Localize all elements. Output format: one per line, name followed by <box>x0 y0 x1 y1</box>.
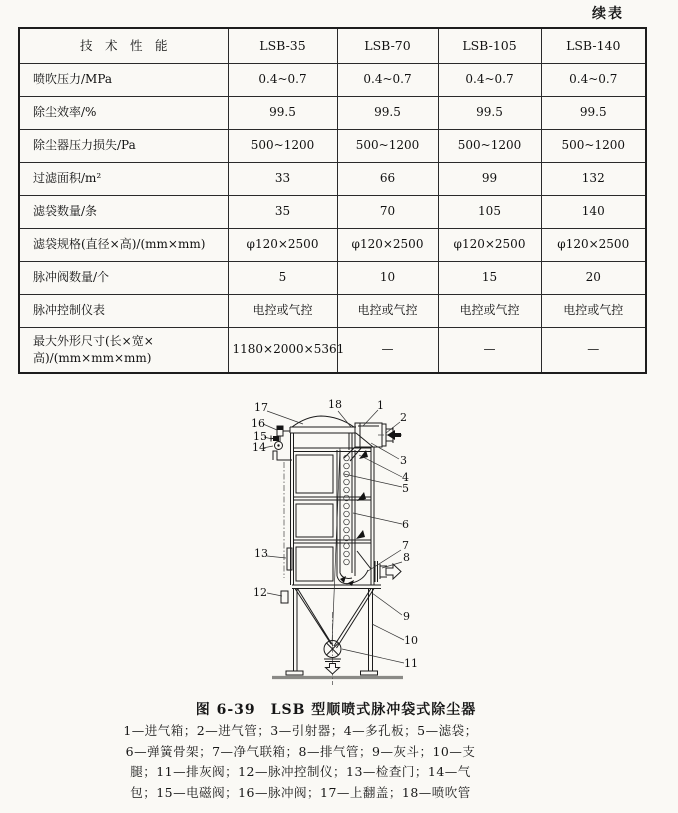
inlet-air-arrow-icon <box>387 430 401 440</box>
spec-label: 滤袋规格(直径×高)/(mm×mm) <box>19 229 228 262</box>
spec-label: 滤袋数量/条 <box>19 196 228 229</box>
access-door <box>287 548 292 570</box>
callout-9: 9 <box>403 610 410 623</box>
discharge-valve <box>324 612 341 685</box>
callout-7: 7 <box>402 539 409 552</box>
spec-value: 99.5 <box>541 97 646 130</box>
spec-value: φ120×2500 <box>541 229 646 262</box>
spec-value: φ120×2500 <box>337 229 438 262</box>
spec-value: 电控或气控 <box>228 295 337 328</box>
spec-value: 132 <box>541 163 646 196</box>
spec-value: 99.5 <box>337 97 438 130</box>
spec-value: 电控或气控 <box>438 295 541 328</box>
spec-value: 99.5 <box>228 97 337 130</box>
callout-3: 3 <box>400 454 407 467</box>
spec-label: 过滤面积/m² <box>19 163 228 196</box>
spec-value: 0.4~0.7 <box>541 64 646 97</box>
callout-6: 6 <box>402 518 409 531</box>
spec-value: 35 <box>228 196 337 229</box>
table-header-row <box>19 28 646 64</box>
spec-table <box>18 27 647 374</box>
filter-bag-column <box>337 450 371 586</box>
spec-label: 最大外形尺寸(长×宽×高)/(mm×mm×mm) <box>19 328 228 374</box>
spec-value: 0.4~0.7 <box>438 64 541 97</box>
pulse-controller-box <box>281 591 288 603</box>
spec-value: 电控或气控 <box>337 295 438 328</box>
spec-value: 5 <box>228 262 337 295</box>
table-row <box>19 196 646 229</box>
spec-value: φ120×2500 <box>438 229 541 262</box>
spec-value: 0.4~0.7 <box>228 64 337 97</box>
table-row <box>19 64 646 97</box>
dust-collector-diagram <box>240 380 460 692</box>
spec-value: — <box>337 328 438 374</box>
header-model-lsb35: LSB-35 <box>228 28 337 64</box>
callout-11: 11 <box>404 657 418 670</box>
caption-line: 1—进气箱；2—进气管；3—引射器；4—多孔板；5—滤袋； <box>123 723 478 738</box>
callout-8: 8 <box>403 551 410 564</box>
spec-label: 脉冲控制仪表 <box>19 295 228 328</box>
continued-table-label: 续表 <box>592 6 624 22</box>
spec-value: 15 <box>438 262 541 295</box>
caption-line: 6—弹簧骨架；7—净气联箱；8—排气管；9—灰斗；10—支 <box>125 743 476 759</box>
spec-value: 10 <box>337 262 438 295</box>
callout-4: 4 <box>402 471 409 484</box>
callout-10: 10 <box>404 634 418 647</box>
table-row <box>19 262 646 295</box>
figure-caption <box>88 721 513 803</box>
spec-value: 99 <box>438 163 541 196</box>
callout-13: 13 <box>254 547 268 560</box>
callout-1: 1 <box>377 399 384 412</box>
callout-17: 17 <box>254 401 268 414</box>
callout-18: 18 <box>328 398 342 411</box>
caption-line: 包；15—电磁阀；16—脉冲阀；17—上翻盖；18—喷吹管 <box>130 784 471 800</box>
spec-value: 500~1200 <box>228 130 337 163</box>
spec-value: 140 <box>541 196 646 229</box>
spec-value: 105 <box>438 196 541 229</box>
spec-value: — <box>438 328 541 374</box>
spec-value: 70 <box>337 196 438 229</box>
header-model-lsb105: LSB-105 <box>438 28 541 64</box>
table-row <box>19 130 646 163</box>
pulse-valve-assembly <box>270 426 292 578</box>
spec-value: — <box>541 328 646 374</box>
callout-15: 15 <box>253 430 267 443</box>
header-tech-performance: 技 术 性 能 <box>19 28 228 64</box>
support-legs <box>272 589 403 678</box>
spec-value: 电控或气控 <box>541 295 646 328</box>
caption-line: 腿；11—排灰阀；12—脉冲控制仪；13—检查门；14—气 <box>130 764 471 779</box>
table-row <box>19 229 646 262</box>
inlet-box <box>355 423 402 447</box>
table-row <box>19 328 646 374</box>
spec-value: 99.5 <box>438 97 541 130</box>
table-row <box>19 163 646 196</box>
spec-value: 20 <box>541 262 646 295</box>
spec-table-body <box>19 64 646 374</box>
table-row <box>19 97 646 130</box>
spec-value: 500~1200 <box>541 130 646 163</box>
spec-label: 喷吹压力/MPa <box>19 64 228 97</box>
spec-value: φ120×2500 <box>228 229 337 262</box>
spec-value: 500~1200 <box>438 130 541 163</box>
spec-value: 0.4~0.7 <box>337 64 438 97</box>
callout-5: 5 <box>402 482 409 495</box>
flow-arrow-icon <box>356 530 365 539</box>
spec-value: 500~1200 <box>337 130 438 163</box>
header-model-lsb140: LSB-140 <box>541 28 646 64</box>
spec-label: 脉冲阀数量/个 <box>19 262 228 295</box>
spec-value: 1180×2000×5361 <box>228 328 337 374</box>
hopper <box>295 589 374 649</box>
callout-2: 2 <box>400 411 407 424</box>
table-row <box>19 295 646 328</box>
spec-value: 33 <box>228 163 337 196</box>
figure-title: 图 6-39 LSB 型顺喷式脉冲袋式除尘器 <box>195 702 477 718</box>
callout-12: 12 <box>253 586 267 599</box>
spec-label: 除尘效率/% <box>19 97 228 130</box>
callout-16: 16 <box>251 417 265 430</box>
discharge-arrow-icon <box>326 664 340 675</box>
spec-value: 66 <box>337 163 438 196</box>
callout-14: 14 <box>252 441 266 454</box>
spec-label: 除尘器压力损失/Pa <box>19 130 228 163</box>
header-model-lsb70: LSB-70 <box>337 28 438 64</box>
